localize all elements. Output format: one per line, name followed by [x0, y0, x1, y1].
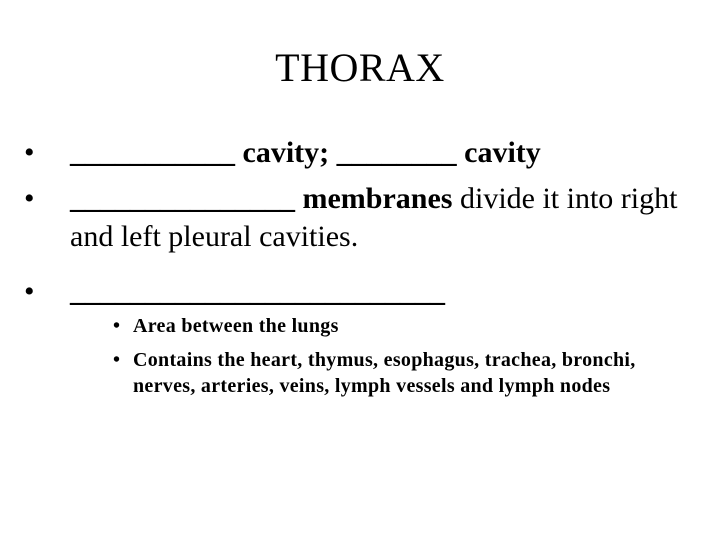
- blank-line: ________: [336, 136, 457, 169]
- bullet-fragment: divide it into right and left pleural cavities.: [70, 182, 678, 253]
- sub-bullet-contents: [113, 347, 673, 399]
- bullet-fragment: cavity;: [235, 136, 337, 169]
- slide-title: THORAX: [275, 45, 445, 90]
- sub-bullet-area: [113, 313, 673, 339]
- sub-bullet-dot: •: [113, 315, 121, 337]
- bullet-dot: •: [24, 136, 35, 169]
- bullet-bold-text: membranes: [295, 182, 453, 215]
- sub-bullet-text: Contains the heart, thymus, esophagus, trachea, bronchi, nerves, arteries, veins, lymph vessels and lymph nodes: [133, 349, 636, 397]
- bullet-membranes: [24, 180, 684, 256]
- bullet-text: [70, 180, 684, 256]
- bullet-dot: •: [24, 182, 35, 215]
- blank-line: ___________: [70, 136, 235, 169]
- bullet-cavities: [24, 134, 684, 172]
- bullet-text: [70, 134, 684, 172]
- bullet-dot: •: [24, 275, 35, 308]
- sub-bullet-text: Area between the lungs: [133, 315, 339, 337]
- blank-line: _______________: [70, 182, 295, 215]
- sub-bullet-dot: •: [113, 349, 121, 371]
- bullet-text: [70, 273, 684, 311]
- blank-line: _________________________: [70, 275, 445, 308]
- bullet-fragment: cavity: [456, 136, 541, 169]
- bullet-mediastinum: [24, 273, 684, 311]
